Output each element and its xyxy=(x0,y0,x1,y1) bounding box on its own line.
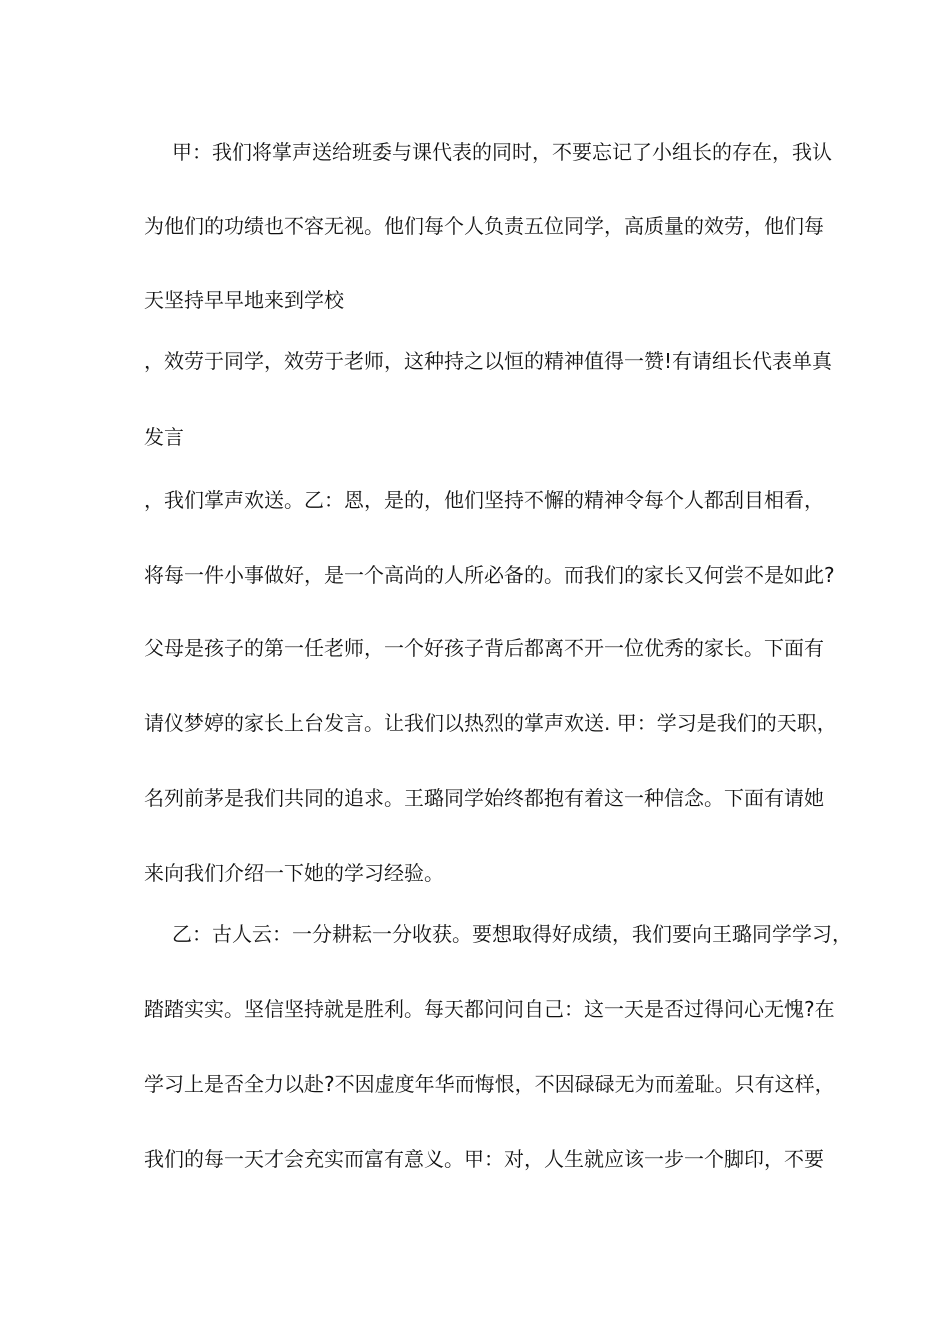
paragraph-line: 学习上是否全力以赴?不因虚度年华而悔恨，不因碌碌无为而羞耻。只有这样， xyxy=(144,1072,835,1096)
paragraph-line: 乙：古人云：一分耕耘一分收获。要想取得好成绩，我们要向王璐同学学习， xyxy=(172,922,852,946)
paragraph-line: 父母是孩子的第一任老师，一个好孩子背后都离不开一位优秀的家长。下面有 xyxy=(144,636,824,660)
paragraph-line: 名列前茅是我们共同的追求。王璐同学始终都抱有着这一种信念。下面有请她 xyxy=(144,786,824,810)
paragraph-line: 踏踏实实。坚信坚持就是胜利。每天都问问自己：这一天是否过得问心无愧?在 xyxy=(144,997,835,1021)
paragraph-line: 将每一件小事做好，是一个高尚的人所必备的。而我们的家长又何尝不是如此? xyxy=(144,563,835,587)
paragraph-line: 我们的每一天才会充实而富有意义。甲：对，人生就应该一步一个脚印，不要 xyxy=(144,1147,824,1171)
paragraph-line: 天坚持早早地来到学校 xyxy=(144,288,344,312)
paragraph-line: 来向我们介绍一下她的学习经验。 xyxy=(144,861,444,885)
paragraph-line: ，我们掌声欢送。乙：恩，是的，他们坚持不懈的精神令每个人都刮目相看， xyxy=(144,488,824,512)
paragraph-line: 为他们的功绩也不容无视。他们每个人负责五位同学，高质量的效劳，他们每 xyxy=(144,214,824,238)
paragraph-line: 发言 xyxy=(144,425,184,449)
paragraph-line: 请仪梦婷的家长上台发言。让我们以热烈的掌声欢送. 甲：学习是我们的天职， xyxy=(144,711,837,735)
paragraph-line: ，效劳于同学，效劳于老师，这种持之以恒的精神值得一赞!有请组长代表单真 xyxy=(144,349,833,373)
paragraph-line: 甲：我们将掌声送给班委与课代表的同时，不要忘记了小组长的存在，我认 xyxy=(172,140,832,164)
